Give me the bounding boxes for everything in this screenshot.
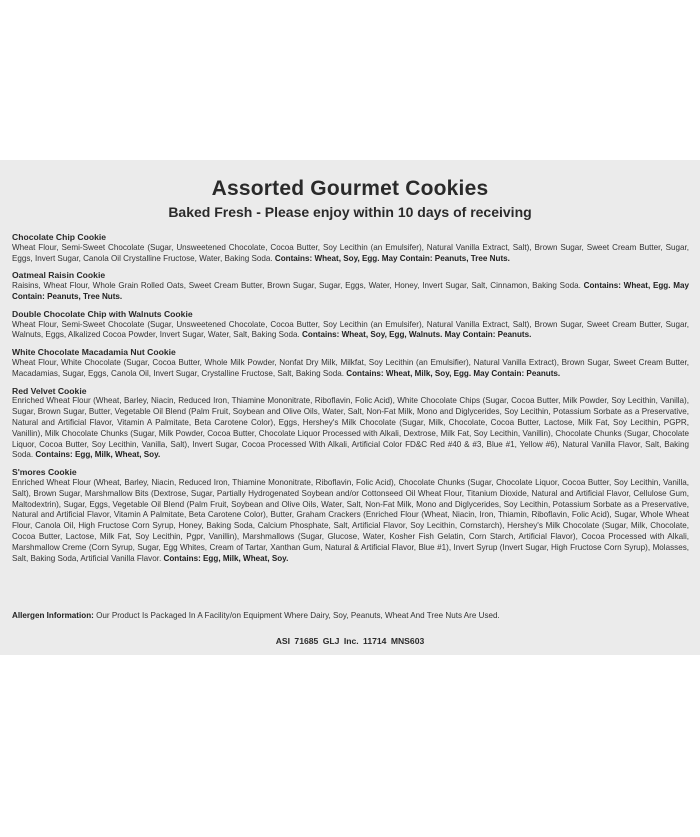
label-subtitle: Baked Fresh - Please enjoy within 10 days of receiving bbox=[168, 204, 532, 220]
cookie-section-white-chocolate-macadamia bbox=[12, 347, 689, 379]
ingredients-text: Enriched Wheat Flour (Wheat, Barley, Niacin, Reduced Iron, Thiamine Mononitrate, Riboflavin, Folic Acid), Chocolate Chunks (Sugar, Chocolate Liquor, Cocoa Butter, Soy Lecithin, Vanilla, Salt), Brown Sugar, Marshmallow Bits (Dextrose, Sugar, Partially Hydrogenated Soybean and/or Cottonseed Oil Wheat Flour, Titanium Dioxide, Natural and Artificial Flavor, Cellulose Gum, Maltodextrin), Sugar, Eggs, Vegetable Oil Blend (Palm Fruit, Soybean and Olive Oils, Water, Salt, Non-Fat Milk, Mono and Diglycerides, Soy Lecithin, Potassium Sorbate as a Preservative, Natural and Artificial Flavor, Vitamin A Palmitate, Beta Carotene Color), Butter, Graham Crackers (Enriched Flour (Wheat, Niacin, Iron, Thiamin, Riboflavin, Folic Acid), Sugar, Whole Wheat Flour, Canola Oil, High Fructose Corn Syrup, Honey, Baking Soda, Calcium Phosphate, Salt, Artificial Flavor, Soy Lecithin, Cornstarch), Hershey's Milk Chocolate (Sugar, Milk, Chocolate, Cocoa Butter, Lactose, Milk Fat, Soy Lecithin, Pgpr, Vanillin), Marshmallows (Sugar, Glucose, Water, Kosher Fish Gelatin, Corn Starch, Artificial Flavor), Cocoa Processed with Alkali, Marshmallow Creme (Corn Syrup, Sugar, Egg Whites, Cream of Tartar, Xanthan Gum, Natural & Artificial Flavor, Blue #1), Invert Syrup (Invert Sugar, High Fructose Corn Syrup), Molasses, Salt, Baking Soda, Artificial Vanilla Flavor. bbox=[12, 477, 689, 563]
ingredients-text: Enriched Wheat Flour (Wheat, Barley, Niacin, Reduced Iron, Thiamine Mononitrate, Riboflavin, Folic Acid), White Chocolate Chips (Sugar, Cocoa Butter, Milk Powder, Soy Lecithin, Vanilla), Sugar, Brown Sugar, Butter, Vegetable Oil Blend (Palm Fruit, Soybean and Olive Oils, Water, Salt, Non-Fat Milk, Mono and Diglycerides, Soy Lecithin, Potassium Sorbate as a Preservative, Natural and Artificial Flavor, Vitamin A Palmitate, Beta Carotene Color), Eggs, Hershey's Milk Chocolate (Sugar, Milk, Chocolate, Cocoa Butter, Lactose, Milk Fat, Soy Lecithin, PGPR, Vanillin), Milk Chocolate Chunks (Sugar, Milk Powder, Cocoa Butter, Chocolate Liquor Processed with Alkali, Dextrose, Milk Fat, Soy Lecithin, Vanillin), Chocolate Chunks (Sugar, Chocolate Liquor, Cocoa Butter, Soy Lecithin, Vanilla, Salt), Invert Sugar, Cocoa Processed With Alkali, Artificial Color FD&C Red #40 & #3, Blue #1, Yellow #6), Natural Vanilla Flavor, Salt, Baking Soda. bbox=[12, 396, 689, 460]
cookie-name: Double Chocolate Chip with Walnuts Cookie bbox=[12, 308, 193, 319]
label-title: Assorted Gourmet Cookies bbox=[211, 177, 489, 200]
cookie-name: Red Velvet Cookie bbox=[12, 385, 87, 396]
cookie-list bbox=[12, 232, 689, 570]
allergen-statement: Contains: Wheat, Soy, Egg, Walnuts. May Contain: Peanuts. bbox=[302, 330, 532, 340]
allergen-statement: Contains: Wheat, Soy, Egg. May Contain: Peanuts, Tree Nuts. bbox=[274, 253, 510, 263]
cookie-section-oatmeal-raisin bbox=[12, 270, 689, 302]
cookie-name: Chocolate Chip Cookie bbox=[12, 232, 107, 242]
cookie-ingredients bbox=[12, 320, 689, 342]
ingredients-text: Wheat Flour, White Chocolate (Sugar, Cocoa Butter, Whole Milk Powder, Nonfat Dry Milk, Milkfat, Soy Lecithin (an Emulsifier), Natural Vanilla Extract), Brown Sugar, Sweet Cream Butter, Macadamias, Sugar, Eggs, Canola Oil, Invert Sugar, Crystalline Fructose, Salt, Baking Soda. bbox=[12, 357, 689, 378]
cookie-ingredients bbox=[12, 281, 689, 303]
cookie-name: Oatmeal Raisin Cookie bbox=[12, 270, 106, 281]
cookie-section-chocolate-chip bbox=[12, 232, 689, 264]
cookie-section-smores bbox=[12, 467, 689, 564]
allergen-statement: Contains: Egg, Milk, Wheat, Soy. bbox=[35, 450, 161, 460]
product-codes: ASI 71685 GLJ Inc. 11714 MNS603 bbox=[275, 636, 425, 646]
cookie-name: S'mores Cookie bbox=[12, 467, 77, 478]
cookie-ingredients bbox=[12, 358, 689, 380]
allergen-statement: Contains: Egg, Milk, Wheat, Soy. bbox=[163, 553, 289, 563]
ingredients-text: Wheat Flour, Semi-Sweet Chocolate (Sugar, Unsweetened Chocolate, Cocoa Butter, Soy Lecithin (an Emulsifer), Natural Vanilla Extract, Salt), Brown Sugar, Sweet Cream Butter, Sugar, Walnuts, Eggs, Alkalized Cocoa Powder, Invert Sugar, Water, Salt, Baking Soda. bbox=[12, 319, 689, 340]
ingredients-text: Wheat Flour, Semi-Sweet Chocolate (Sugar, Unsweetened Chocolate, Cocoa Butter, Soy Lecithin (an Emulsifer), Natural Vanilla Extract, Salt), Brown Sugar, Sweet Cream Butter, Sugar, Eggs, Invert Sugar, Canola Oil Crystalline Fructose, Water, Baking Soda. bbox=[12, 242, 689, 263]
ingredients-text: Raisins, Wheat Flour, Whole Grain Rolled Oats, Sweet Cream Butter, Brown Sugar, Sugar, Eggs, Water, Honey, Invert Sugar, Salt, Cinnamon, Baking Soda. bbox=[12, 281, 581, 291]
allergen-information bbox=[12, 611, 689, 622]
cookie-ingredients bbox=[12, 243, 689, 265]
ingredient-label-card bbox=[0, 160, 700, 655]
allergen-statement: Contains: Wheat, Egg. May Contain: Peanuts, Tree Nuts. bbox=[12, 281, 689, 301]
cookie-ingredients bbox=[12, 478, 689, 564]
allergen-statement: Contains: Wheat, Milk, Soy, Egg. May Contain: Peanuts. bbox=[346, 368, 561, 378]
cookie-name: White Chocolate Macadamia Nut Cookie bbox=[12, 347, 176, 358]
cookie-section-red-velvet bbox=[12, 386, 689, 462]
cookie-ingredients bbox=[12, 396, 689, 461]
cookie-section-double-chocolate-walnut bbox=[12, 309, 689, 341]
allergen-information-text: Our Product Is Packaged In A Facility/on Equipment Where Dairy, Soy, Peanuts, Wheat And Tree Nuts Are Used. bbox=[96, 611, 500, 620]
allergen-information-label: Allergen Information: bbox=[12, 611, 94, 620]
